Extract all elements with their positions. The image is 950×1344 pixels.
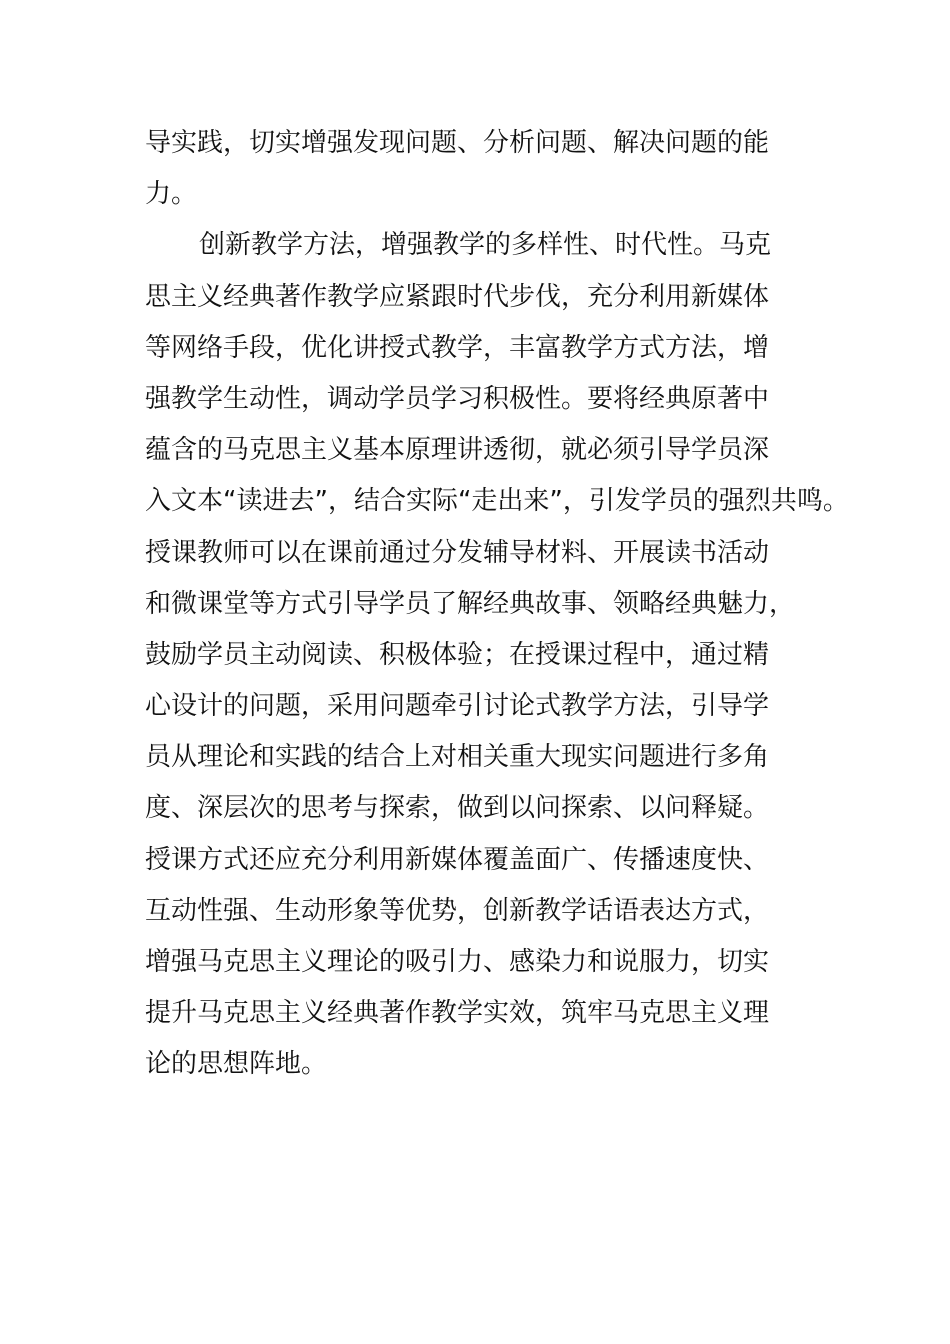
text-line: 增强马克思主义理论的吸引力、感染力和说服力，切实 [145, 947, 770, 977]
text-line: 等网络手段，优化讲授式教学，丰富教学方式方法，增 [145, 332, 770, 363]
paragraph-first-line: 创新教学方法，增强教学的多样性、时代性。马克 [199, 230, 772, 261]
text-line: 蕴含的马克思主义基本原理讲透彻，就必须引导学员深 [145, 435, 770, 466]
body-text [145, 118, 849, 1091]
text-line: 度、深层次的思考与探索，做到以问探索、以问释疑。 [145, 793, 770, 824]
text-line: 入文本“读进去”，结合实际“走出来”，引发学员的强烈共鸣。 [145, 486, 849, 517]
text-line: 互动性强、生动形象等优势，创新教学话语表达方式， [145, 895, 770, 926]
text-line: 论的思想阵地。 [145, 1049, 328, 1080]
text-line: 力。 [145, 179, 198, 210]
text-line: 强教学生动性，调动学员学习积极性。要将经典原著中 [145, 383, 770, 414]
text-line: 心设计的问题，采用问题牵引讨论式教学方法，引导学 [145, 691, 770, 722]
text-line: 授课教师可以在课前通过分发辅导材料、开展读书活动 [145, 537, 770, 568]
text-line: 思主义经典著作教学应紧跟时代步伐，充分利用新媒体 [145, 281, 770, 312]
text-line: 授课方式还应充分利用新媒体覆盖面广、传播速度快、 [145, 844, 770, 875]
text-line: 提升马克思主义经典著作教学实效，筑牢马克思主义理 [145, 998, 770, 1029]
text-line: 导实践，切实增强发现问题、分析问题、解决问题的能 [145, 128, 770, 158]
text-line: 员从理论和实践的结合上对相关重大现实问题进行多角 [145, 742, 770, 773]
text-line: 鼓励学员主动阅读、积极体验；在授课过程中，通过精 [145, 639, 770, 670]
text-line: 和微课堂等方式引导学员了解经典故事、领略经典魅力， [145, 588, 796, 619]
